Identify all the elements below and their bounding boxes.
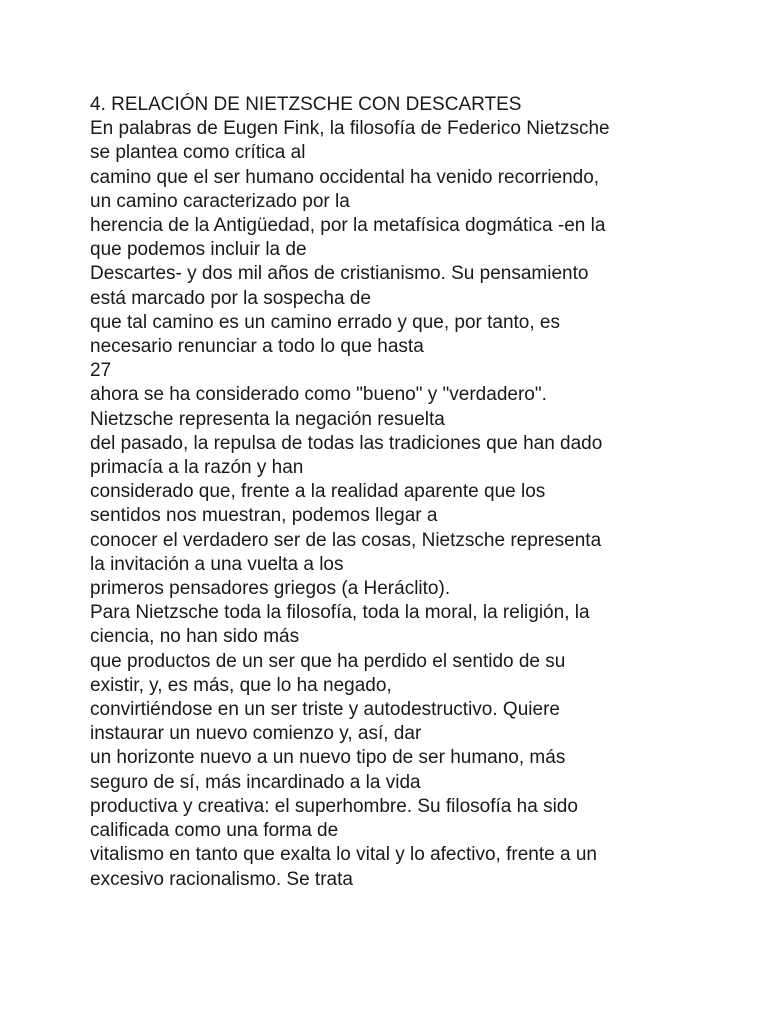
text-line: excesivo racionalismo. Se trata bbox=[90, 868, 353, 890]
text-line: camino que el ser humano occidental ha venido recorriendo, bbox=[90, 166, 600, 188]
text-line: ahora se ha considerado como "bueno" y "verdadero". bbox=[90, 384, 547, 406]
section-heading: 4. RELACIÓN DE NIETZSCHE CON DESCARTES bbox=[90, 94, 522, 115]
text-line: considerado que, frente a la realidad aparente que los bbox=[90, 481, 546, 503]
text-line: existir, y, es más, que lo ha negado, bbox=[90, 674, 392, 696]
text-line: sentidos nos muestran, podemos llegar a bbox=[90, 505, 438, 527]
text-line: Para Nietzsche toda la filosofía, toda la moral, la religión, la bbox=[90, 602, 590, 624]
text-line: está marcado por la sospecha de bbox=[90, 287, 371, 309]
document-page bbox=[90, 93, 730, 892]
text-line: calificada como una forma de bbox=[90, 820, 339, 842]
text-line: necesario renunciar a todo lo que hasta bbox=[90, 336, 424, 358]
text-line: un horizonte nuevo a un nuevo tipo de ser humano, más bbox=[90, 747, 566, 769]
text-line: la invitación a una vuelta a los bbox=[90, 553, 344, 575]
page-number: 27 bbox=[90, 360, 112, 382]
text-line: seguro de sí, más incardinado a la vida bbox=[90, 771, 421, 793]
text-line: que productos de un ser que ha perdido el sentido de su bbox=[90, 650, 566, 672]
text-line: herencia de la Antigüedad, por la metafísica dogmática -en la bbox=[90, 215, 606, 237]
text-line: conocer el verdadero ser de las cosas, Nietzsche representa bbox=[90, 529, 602, 551]
text-line: convirtiéndose en un ser triste y autodestructivo. Quiere bbox=[90, 699, 560, 721]
text-line: En palabras de Eugen Fink, la filosofía de Federico Nietzsche bbox=[90, 118, 610, 140]
text-line: del pasado, la repulsa de todas las tradiciones que han dado bbox=[90, 432, 603, 454]
text-line: Descartes- y dos mil años de cristianismo. Su pensamiento bbox=[90, 263, 589, 285]
text-line: primacía a la razón y han bbox=[90, 457, 304, 479]
text-line: primeros pensadores griegos (a Heráclito). bbox=[90, 578, 451, 600]
text-line: que podemos incluir la de bbox=[90, 239, 307, 261]
text-line: se plantea como crítica al bbox=[90, 142, 306, 164]
text-line: Nietzsche representa la negación resuelta bbox=[90, 408, 445, 430]
text-line: ciencia, no han sido más bbox=[90, 626, 300, 648]
text-line: un camino caracterizado por la bbox=[90, 190, 350, 212]
text-line: vitalismo en tanto que exalta lo vital y lo afectivo, frente a un bbox=[90, 844, 597, 866]
text-line: que tal camino es un camino errado y que, por tanto, es bbox=[90, 311, 560, 333]
text-line: productiva y creativa: el superhombre. Su filosofía ha sido bbox=[90, 795, 578, 817]
text-line: instaurar un nuevo comienzo y, así, dar bbox=[90, 723, 422, 745]
